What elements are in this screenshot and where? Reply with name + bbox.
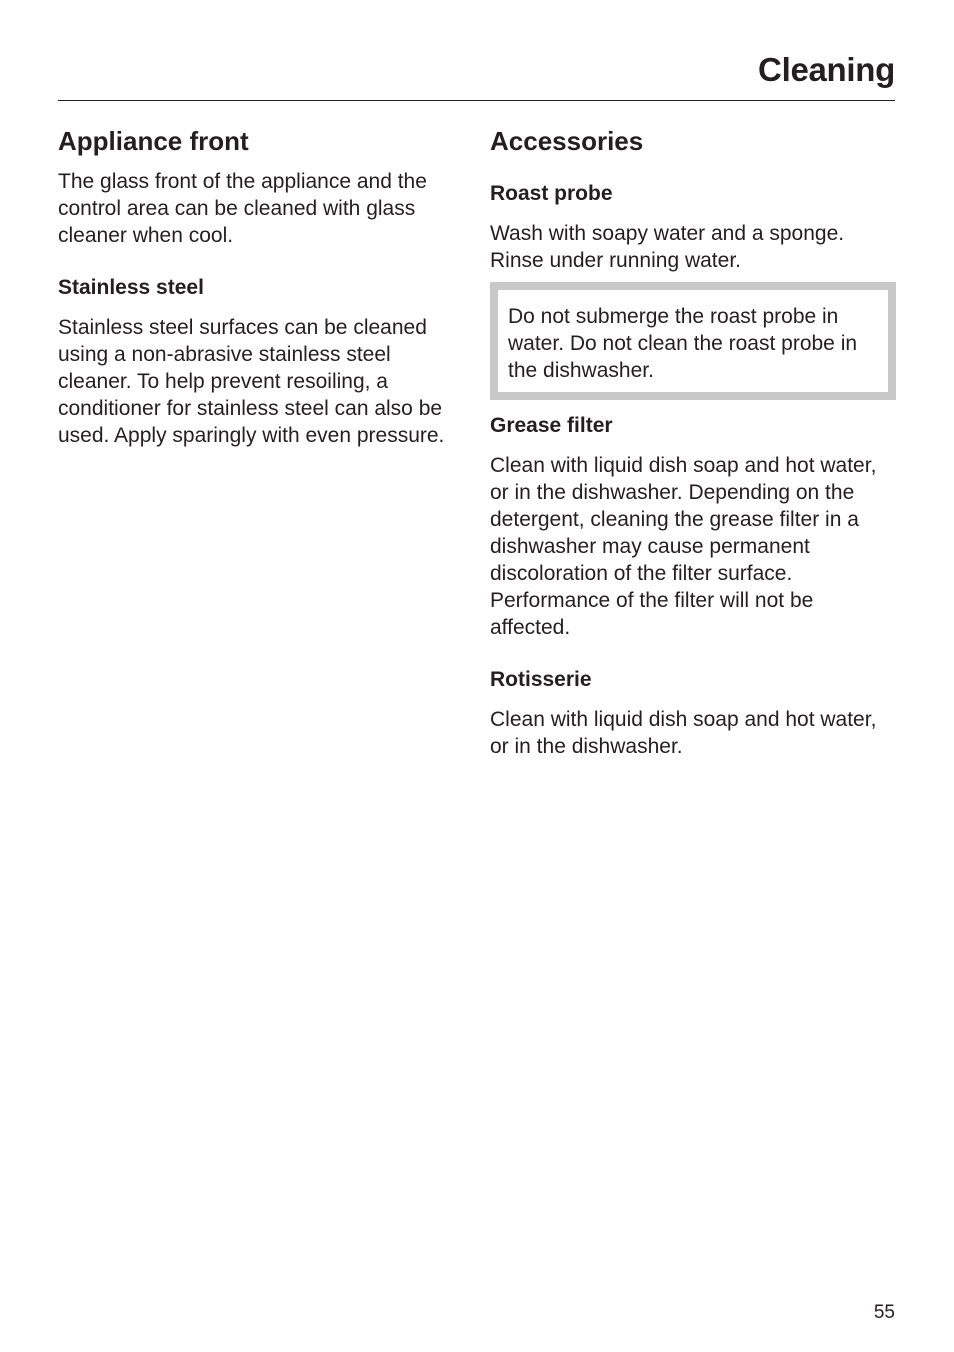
rotisserie-heading: Rotisserie [490,668,592,691]
roast-probe-note-text: Do not submerge the roast probe in water. Do not clean the roast probe in the dishwasher. [508,305,858,382]
rotisserie-text: Clean with liquid dish soap and hot water, or in the dishwasher. [490,708,877,758]
roast-probe-note-box [490,282,896,400]
accessories-section [490,118,896,760]
appliance-front-text: The glass front of the appliance and the control area can be cleaned with glass cleaner when cool. [58,170,427,247]
page-number: 55 [873,1302,895,1323]
roast-probe-text: Wash with soapy water and a sponge. Rinse under running water. [490,222,845,272]
grease-filter-text: Clean with liquid dish soap and hot water, or in the dishwasher. Depending on the detergent, cleaning the grease filter in a dishwasher may cause permanent discoloration of the filter surface. Performance of the filter will not be affected. [490,454,877,639]
stainless-steel-text: Stainless steel surfaces can be cleaned using a non-abrasive stainless steel cleaner. To help prevent resoiling, a conditioner for stainless steel can also be used. Apply sparingly with even pressure. [58,316,445,447]
stainless-steel-heading: Stainless steel [58,276,204,299]
appliance-front-section [58,118,470,449]
grease-filter-heading: Grease filter [490,414,613,437]
appliance-front-heading: Appliance front [58,126,249,156]
header-rule [58,100,895,101]
roast-probe-heading: Roast probe [490,182,613,205]
accessories-heading: Accessories [490,126,644,156]
page-title: Cleaning [758,51,895,88]
